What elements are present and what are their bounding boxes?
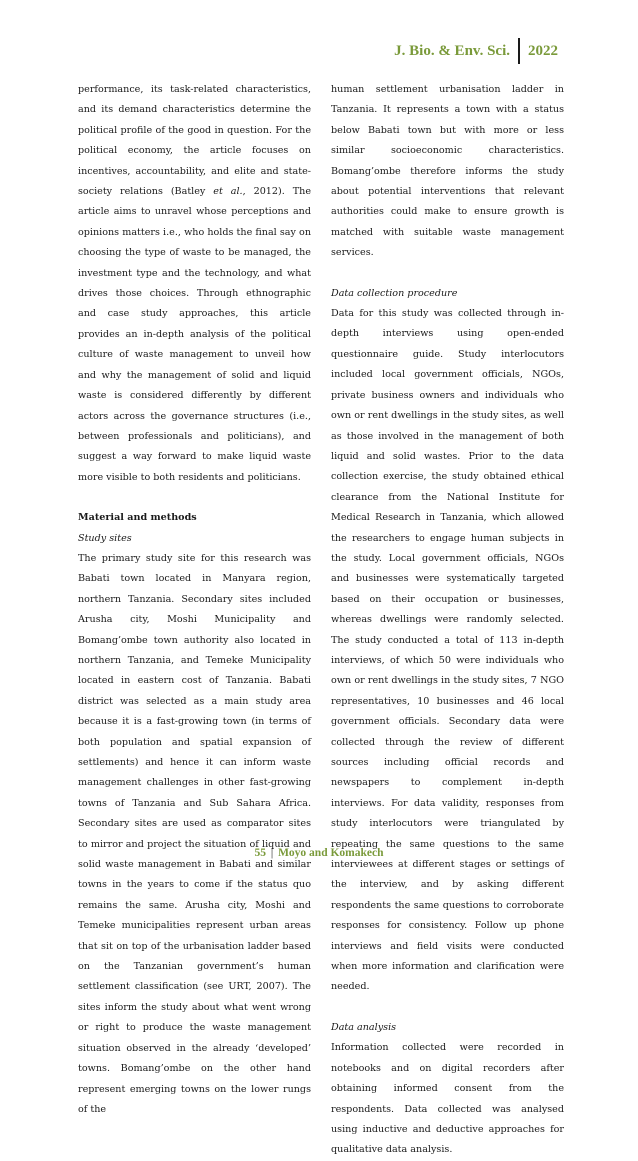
page-number: 55	[254, 847, 266, 859]
journal-name: J. Bio. & Env. Sci.	[394, 42, 510, 59]
continuation-paragraph: human settlement urbanisation ladder in Tanzania. It represents a town with a status below Babati town but with more or less similar socioeconomic characteristics. Bomang’ombe therefore informs the study about potential interventions that relevant authorities could make to ensure growth is matched with suitable waste management services.	[331, 84, 564, 259]
subheading-data-analysis: Data analysis	[331, 1021, 397, 1033]
et-al-italic: et al.	[213, 186, 243, 198]
data-collection-paragraph: Data for this study was collected through in-depth interviews using open-ended questionnaire guide. Study interlocutors included local government officials, NGOs, private business owners and individuals who own or rent dwellings in the study sites, as well as those involved in the management of both liquid and solid wastes. Prior to the data collection exercise, the study obtained ethical clearance from the National Institute for Medical Research in Tanzania, which allowed the researchers to engage human subjects in the study. Local government officials, NGOs and businesses were systematically targeted based on their occupation or businesses, whereas dwellings were randomly selected. The study conducted a total of 113 in-depth interviews, of which 50 were individuals who own or rent dwellings in the study sites, 7 NGO representatives, 10 businesses and 46 local government officials. Secondary data were collected through the review of different sources including official records and newspapers to complement in-depth interviews. For data validity, responses from study interlocutors were triangulated by repeating the same questions to the same interviewees at different stages or settings of the interview, and by asking different respondents the same questions to corroborate responses for consistency. Follow up phone interviews and field visits were conducted when more information and clarification were needed.	[331, 308, 564, 993]
page-footer	[0, 847, 638, 859]
left-column	[78, 80, 311, 1120]
data-analysis-paragraph: Information collected were recorded in notebooks and on digital recorders after obtaining informed consent from the respondents. Data collected was analysed using inductive and deductive approaches for qualitative data analysis.	[331, 1042, 564, 1156]
right-column	[331, 80, 564, 1161]
footer-authors: Moyo and Komakech	[278, 847, 384, 859]
footer-separator: |	[270, 847, 274, 859]
subheading-study-sites: Study sites	[78, 532, 132, 544]
study-sites-paragraph: The primary study site for this research was Babati town located in Manyara region, northern Tanzania. Secondary sites included Arusha city, Moshi Municipality and Bomang’ombe town authority also located in northern Tanzania, and Temeke Municipality located in eastern cost of Tanzania. Babati district was selected as a main study area because it is a fast-growing town (in terms of both population and spatial expansion of settlements) and hence it can inform waste management challenges in other fast-growing towns of Tanzania and Sub Sahara Africa. Secondary sites are used as comparator sites to mirror and project the situation of liquid and solid waste management in Babati and similar towns in the years to come if the status quo remains the same. Arusha city, Moshi and Temeke municipalities represent urban areas that sit on top of the urbanisation ladder based on the Tanzanian government’s human settlement classification (see URT, 2007). The sites inform the study about what went wrong or right to produce the waste management situation observed in the already ‘developed’ towns. Bomang’ombe on the other hand represent emerging towns on the lower rungs of the	[78, 552, 311, 1115]
intro-paragraph: performance, its task-related characteristics, and its demand characteristics determine the political profile of the good in question. For the political economy, the article focuses on incentives, accountability, and elite and state-society relations (Batley et al., 2012). The article aims to unravel whose perceptions and opinions matters i.e., who holds the final say on choosing the type of waste to be managed, the investment type and the technology, and what drives those choices. Through ethnographic and case study approaches, this article provides an in-depth analysis of the political culture of waste management to unveil how and why the management of solid and liquid waste is considered differently by different actors across the governance structures (i.e., between professionals and politicians), and suggest a way forward to make liquid waste more visible to both residents and politicians.	[78, 84, 311, 483]
section-heading-methods: Material and methods	[78, 512, 197, 524]
running-header	[394, 38, 558, 64]
header-divider	[518, 38, 520, 64]
journal-year: 2022	[528, 42, 558, 59]
subheading-data-collection: Data collection procedure	[331, 287, 458, 299]
